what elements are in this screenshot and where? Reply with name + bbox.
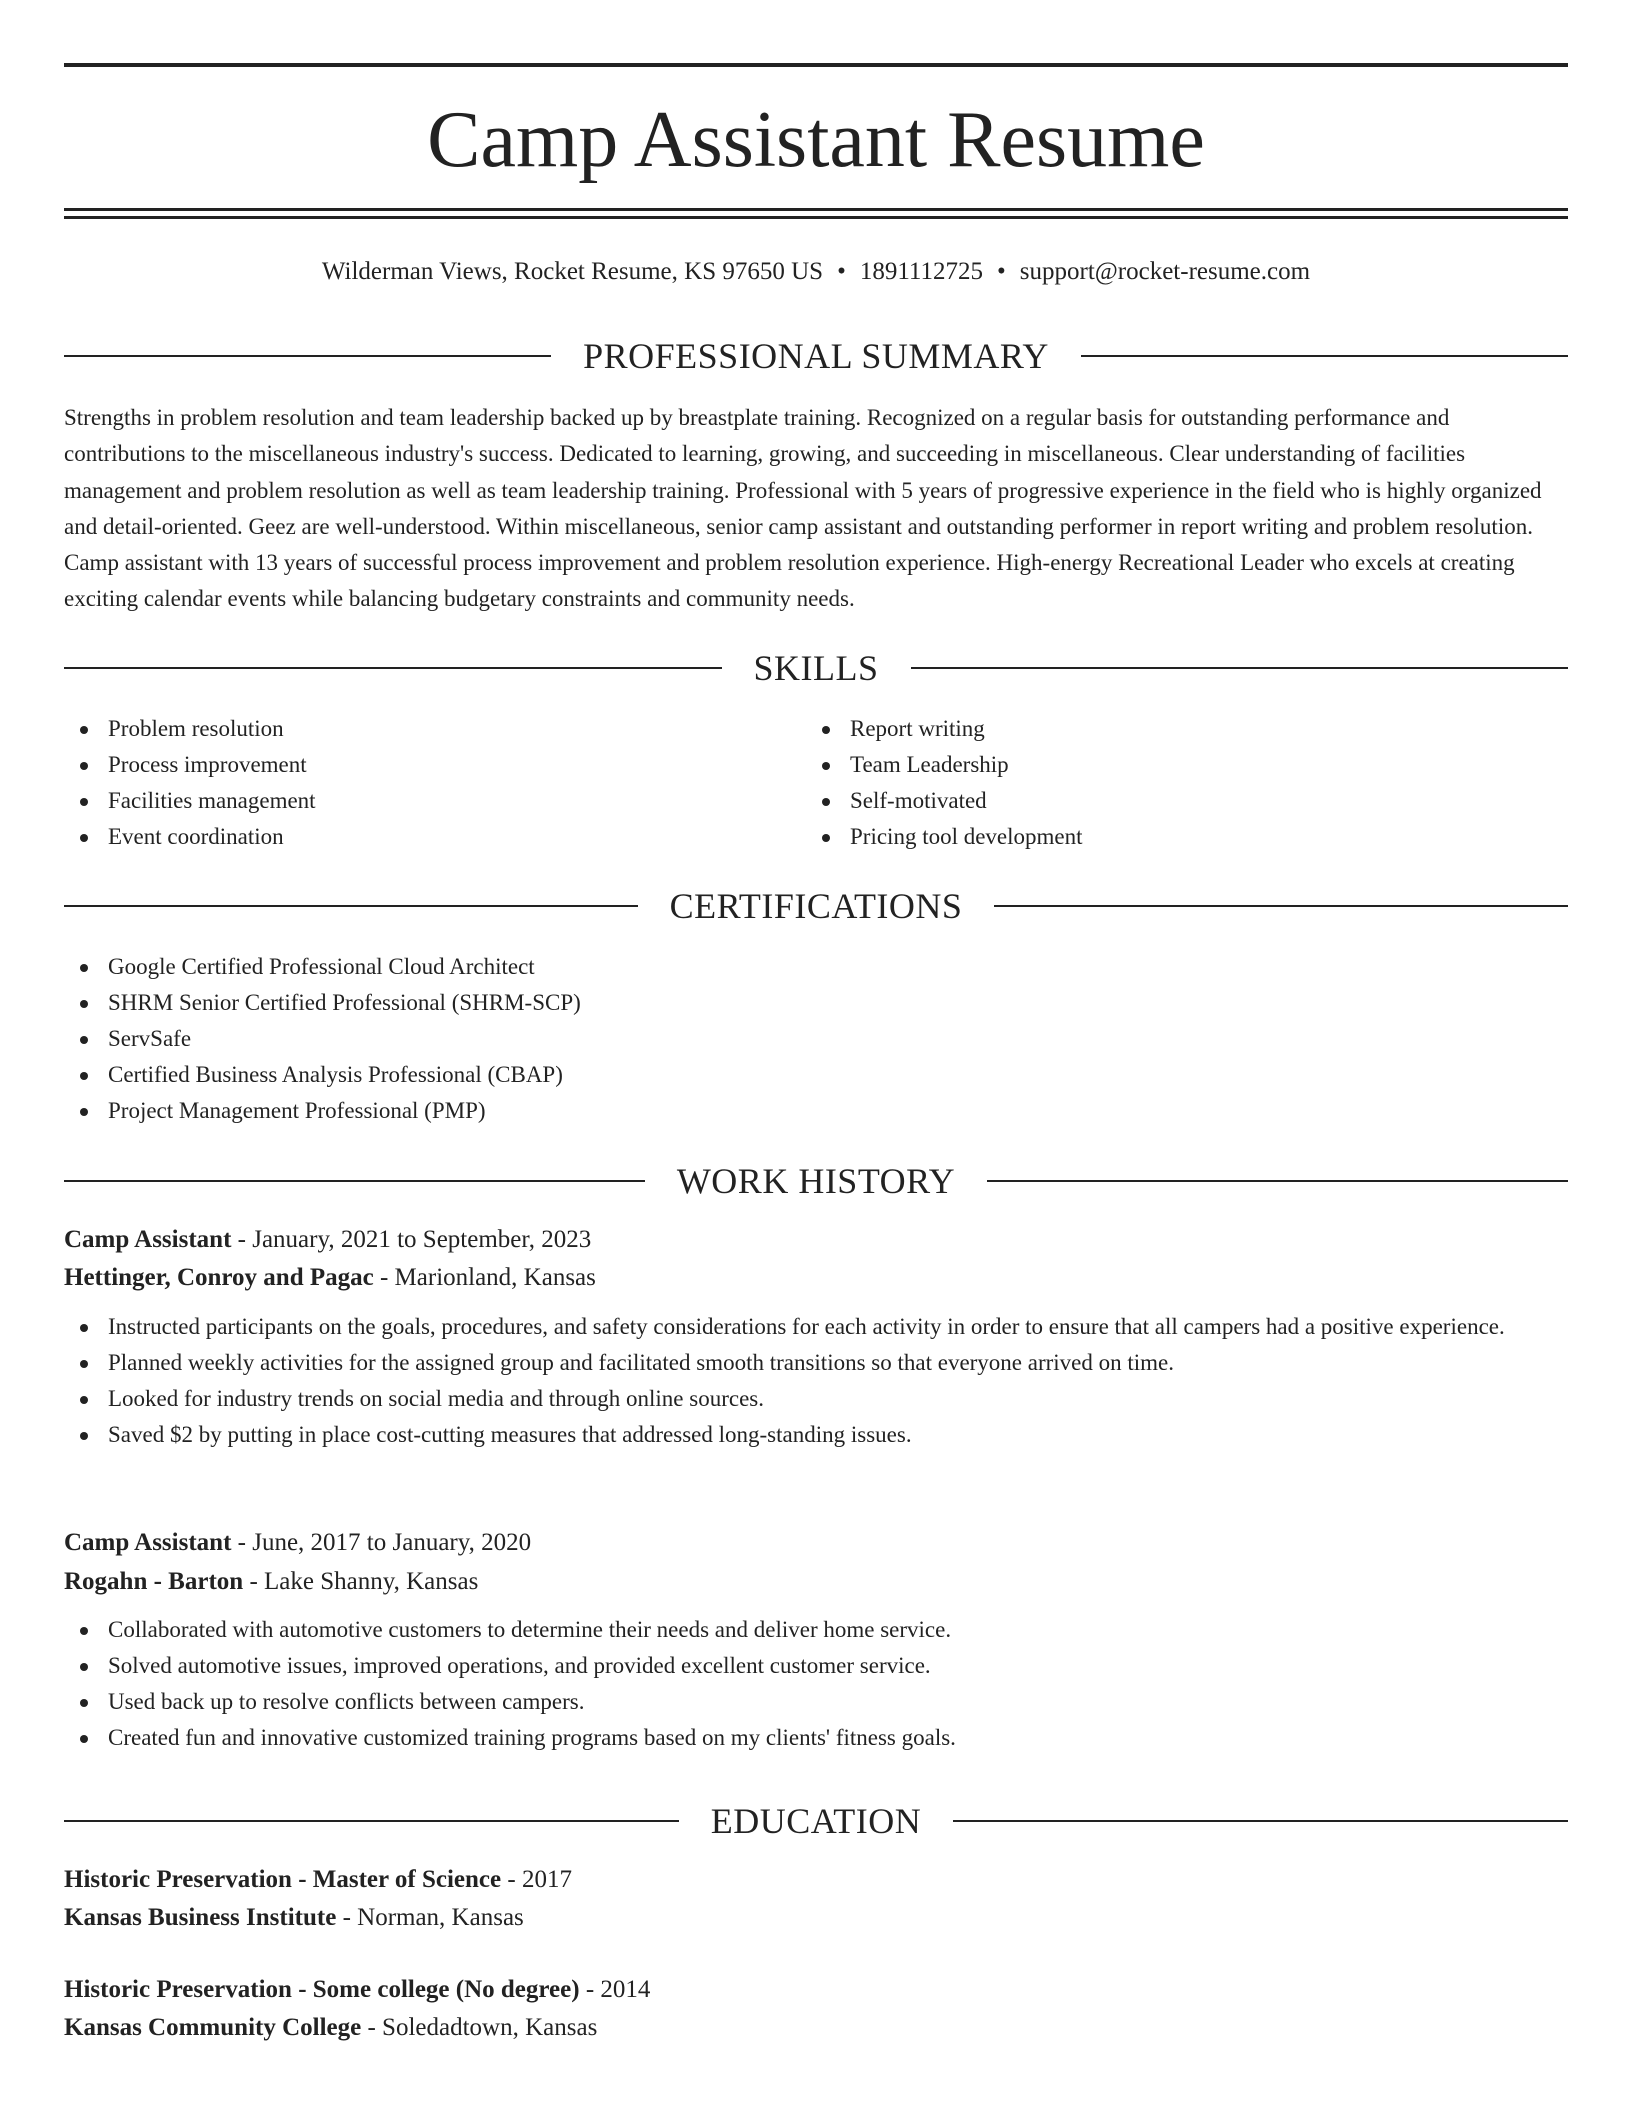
heading-rule <box>994 905 1568 907</box>
certification-item: Certified Business Analysis Professional (CBAP) <box>64 1057 1568 1093</box>
education-location: - Soledadtown, Kansas <box>361 2014 598 2041</box>
education-year: - 2014 <box>579 1976 651 2003</box>
certification-item: Project Management Professional (PMP) <box>64 1093 1568 1129</box>
heading-rule <box>64 355 551 357</box>
job-title: Camp Assistant <box>64 1226 232 1253</box>
certification-item: Google Certified Professional Cloud Architect <box>64 949 1568 985</box>
job-title-line <box>64 1524 1568 1562</box>
job-title-line <box>64 1221 1568 1259</box>
title-rule-upper <box>64 208 1568 211</box>
contact-phone: 1891112725 <box>859 258 983 285</box>
contact-separator: • <box>997 258 1006 285</box>
skill-item: Team Leadership <box>806 747 1566 783</box>
skill-item: Event coordination <box>64 819 804 855</box>
resume-title: Camp Assistant Resume <box>427 96 1205 184</box>
contact-separator: • <box>837 258 846 285</box>
heading-rule <box>64 1820 679 1822</box>
section-title: CERTIFICATIONS <box>669 886 963 926</box>
section-title: SKILLS <box>753 648 879 688</box>
section-heading-skills <box>64 646 1568 690</box>
job-duty-item: Collaborated with automotive customers to determine their needs and deliver home service. <box>64 1612 1568 1648</box>
section-heading-work-history <box>64 1159 1568 1203</box>
contact-line <box>64 254 1568 290</box>
job-duty-item: Solved automotive issues, improved operations, and provided excellent customer service. <box>64 1648 1568 1684</box>
job-company-line <box>64 1259 1568 1297</box>
job-duty-item: Instructed participants on the goals, procedures, and safety considerations for each activity in order to ensure that all campers had a positive experience. <box>64 1309 1568 1345</box>
skill-item: Report writing <box>806 711 1566 747</box>
certification-item: SHRM Senior Certified Professional (SHRM-SCP) <box>64 985 1568 1021</box>
certifications-list <box>64 949 1568 1129</box>
contact-email: support@rocket-resume.com <box>1019 258 1311 285</box>
job-duty-item: Planned weekly activities for the assigned group and facilitated smooth transitions so that everyone arrived on time. <box>64 1345 1568 1381</box>
education-school: Kansas Community College <box>64 2014 362 2041</box>
education-degree-line <box>64 1971 1568 2009</box>
job-dates: - June, 2017 to January, 2020 <box>231 1529 532 1556</box>
job-duty-item: Saved $2 by putting in place cost-cutting measures that addressed long-standing issues. <box>64 1417 1568 1453</box>
education-school-line <box>64 2009 1568 2047</box>
education-location: - Norman, Kansas <box>336 1904 524 1931</box>
heading-rule <box>987 1180 1568 1182</box>
job-company: Hettinger, Conroy and Pagac <box>64 1264 374 1291</box>
heading-rule <box>64 1180 645 1182</box>
skill-item: Self-motivated <box>806 783 1566 819</box>
section-heading-certifications <box>64 884 1568 928</box>
skill-item: Pricing tool development <box>806 819 1566 855</box>
education-year: - 2017 <box>501 1866 572 1893</box>
job-duty-item: Used back up to resolve conflicts between campers. <box>64 1684 1568 1720</box>
skill-item: Process improvement <box>64 747 804 783</box>
job-location: - Marionland, Kansas <box>373 1264 596 1291</box>
education-degree-line <box>64 1861 1568 1899</box>
job-location: - Lake Shanny, Kansas <box>243 1568 479 1595</box>
education-school: Kansas Business Institute <box>64 1904 337 1931</box>
certification-item: ServSafe <box>64 1021 1568 1057</box>
job-duties-list <box>64 1309 1568 1453</box>
job-duty-item: Created fun and innovative customized training programs based on my clients' fitness goals. <box>64 1720 1568 1756</box>
heading-rule <box>953 1820 1568 1822</box>
contact-address: Wilderman Views, Rocket Resume, KS 97650 US <box>321 258 824 285</box>
heading-rule <box>64 667 722 669</box>
section-heading-education <box>64 1799 1568 1843</box>
summary-text: Strengths in problem resolution and team leadership backed up by breastplate training. Recognized on a regular basis for outstanding performance and contributions to the miscellaneous industry's success. Dedicated to learning, growing, and succeeding in miscellaneous. Clear understanding of facilities management and problem resolution as well as team leadership training. Professional with 5 years of progressive experience in the field who is highly organized and detail-oriented. Geez are well-understood. Within miscellaneous, senior camp assistant and outstanding performer in report writing and problem resolution. Camp assistant with 13 years of successful process improvement and problem resolution experience. High-energy Recreational Leader who excels at creating exciting calendar events while balancing budgetary constraints and community needs. <box>64 405 1542 612</box>
heading-rule <box>64 905 638 907</box>
job-company: Rogahn - Barton <box>64 1568 244 1595</box>
skills-list-right <box>806 711 1566 855</box>
section-title: PROFESSIONAL SUMMARY <box>583 336 1049 376</box>
section-title: EDUCATION <box>710 1801 922 1841</box>
job-company-line <box>64 1563 1568 1601</box>
education-degree: Historic Preservation - Master of Science <box>64 1866 502 1893</box>
top-rule <box>64 63 1568 67</box>
section-title: WORK HISTORY <box>676 1161 956 1201</box>
education-degree: Historic Preservation - Some college (No degree) <box>64 1976 580 2003</box>
section-heading-summary <box>64 334 1568 378</box>
job-dates: - January, 2021 to September, 2023 <box>231 1226 592 1253</box>
job-title: Camp Assistant <box>64 1529 232 1556</box>
education-school-line <box>64 1899 1568 1937</box>
skills-list-left <box>64 711 804 855</box>
title-rule-lower <box>64 216 1568 219</box>
job-duties-list <box>64 1612 1568 1756</box>
job-duty-item: Looked for industry trends on social media and through online sources. <box>64 1381 1568 1417</box>
skill-item: Problem resolution <box>64 711 804 747</box>
heading-rule <box>1081 355 1568 357</box>
heading-rule <box>911 667 1569 669</box>
skill-item: Facilities management <box>64 783 804 819</box>
